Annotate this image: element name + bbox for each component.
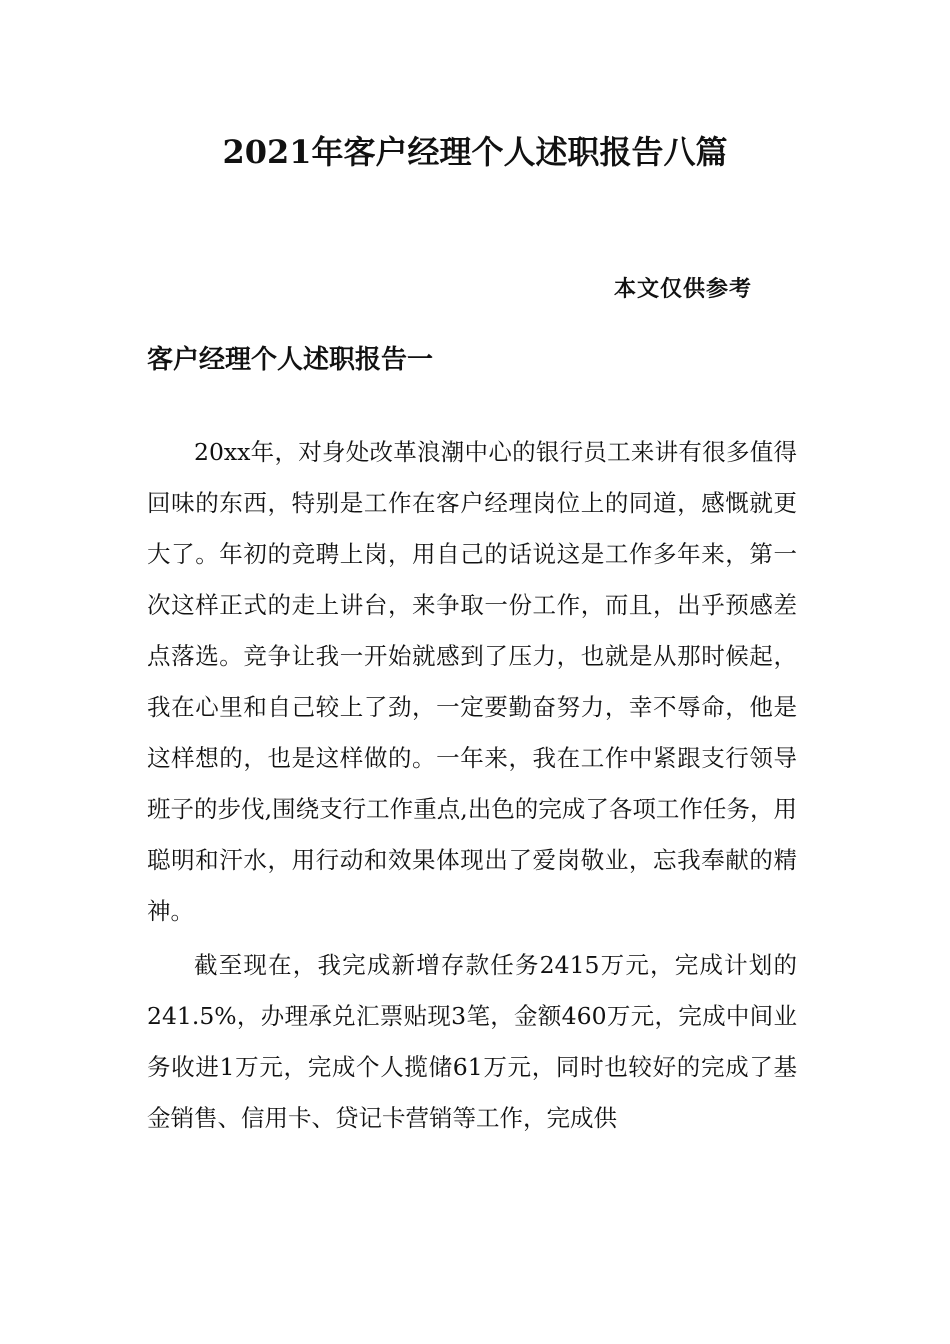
body-paragraph: 截至现在，我完成新增存款任务2415万元，完成计划的241.5%，办理承兑汇票贴现3笔，金额460万元，完成中间业务收进1万元，完成个人揽储61万元，同时也较好的完成了基金销售、信用卡、贷记卡营销等工作，完成供 [147,951,797,1132]
document-title: 2021年客户经理个人述职报告八篇 [222,133,728,171]
body-paragraph: 20xx年，对身处改革浪潮中心的银行员工来讲有很多值得回味的东西，特别是工作在客户经理岗位上的同道，感慨就更大了。年初的竞聘上岗，用自己的话说这是工作多年来，第一次这样正式的走上讲台，来争取一份工作，而且，出乎预感差点落选。竞争让我一开始就感到了压力，也就是从那时候起，我在心里和自己较上了劲，一定要勤奋努力，幸不辱命，他是这样想的，也是这样做的。一年来，我在工作中紧跟支行领导班子的步伐,围绕支行工作重点,出色的完成了各项工作任务，用聪明和汗水，用行动和效果体现出了爱岗敬业，忘我奉献的精神。 [147,438,797,925]
section-heading: 客户经理个人述职报告一 [147,345,434,375]
disclaimer-note: 本文仅供参考 [614,276,753,302]
